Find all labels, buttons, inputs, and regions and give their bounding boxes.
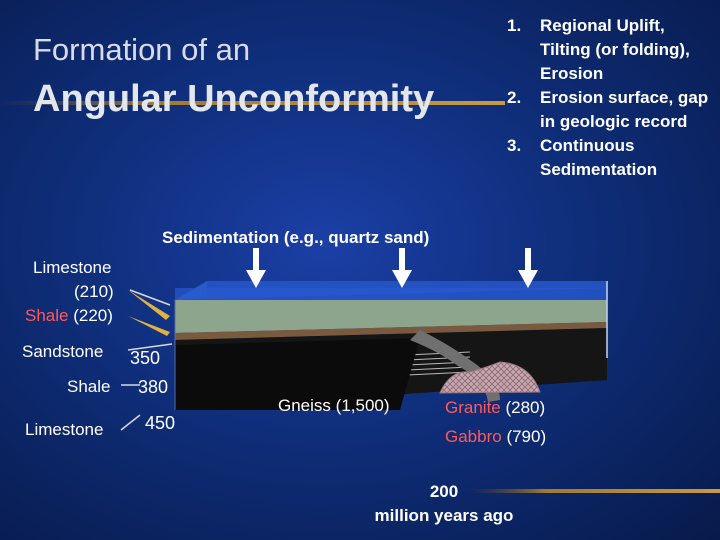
time-marker xyxy=(360,480,528,528)
step-text: Continuous Sedimentation xyxy=(540,136,658,179)
time-marker-unit: million years ago xyxy=(374,506,514,525)
gneiss-name: Gneiss xyxy=(278,396,331,415)
upper-shale-name: Shale xyxy=(25,306,69,325)
water-front xyxy=(175,288,607,300)
steps-list xyxy=(507,14,717,182)
title-line-1: Formation of an xyxy=(33,32,251,67)
gabbro-age: (790) xyxy=(506,427,547,446)
lower-limestone-age: 450 xyxy=(145,413,176,433)
sedimentation-label: Sedimentation (e.g., quartz sand) xyxy=(162,228,430,247)
time-marker-value: 200 xyxy=(429,482,459,501)
upper-limestone-age: (210) xyxy=(74,282,114,301)
lower-shale-age: 380 xyxy=(138,377,169,397)
step-text: Erosion surface, gap in geologic record xyxy=(540,88,709,131)
lower-limestone-name: Limestone xyxy=(25,420,104,439)
upper-limestone-name: Limestone xyxy=(33,258,112,277)
gneiss-label xyxy=(278,396,390,416)
step-number: 2. xyxy=(507,88,522,107)
step-number: 3. xyxy=(507,136,522,155)
step-3 xyxy=(507,134,717,182)
block-diagram xyxy=(175,281,607,410)
step-1 xyxy=(507,14,717,86)
step-number: 1. xyxy=(507,16,522,35)
upper-shale-label xyxy=(25,306,113,326)
granite-name: Granite xyxy=(445,398,501,417)
upper-shale-age: (220) xyxy=(73,306,113,325)
step-text: Regional Uplift, Tilting (or folding), Erosion xyxy=(540,16,690,83)
lower-sandstone-age: 350 xyxy=(130,348,161,368)
granite-label xyxy=(445,398,545,418)
gabbro-label xyxy=(445,427,546,447)
gabbro-name: Gabbro xyxy=(445,427,502,446)
step-2 xyxy=(507,86,717,134)
gneiss-age: (1,500) xyxy=(335,396,390,415)
lower-shale-name: Shale xyxy=(67,377,111,396)
lower-sandstone-name: Sandstone xyxy=(22,342,104,361)
granite-age: (280) xyxy=(505,398,546,417)
title-line-2: Angular Unconformity xyxy=(33,78,435,120)
